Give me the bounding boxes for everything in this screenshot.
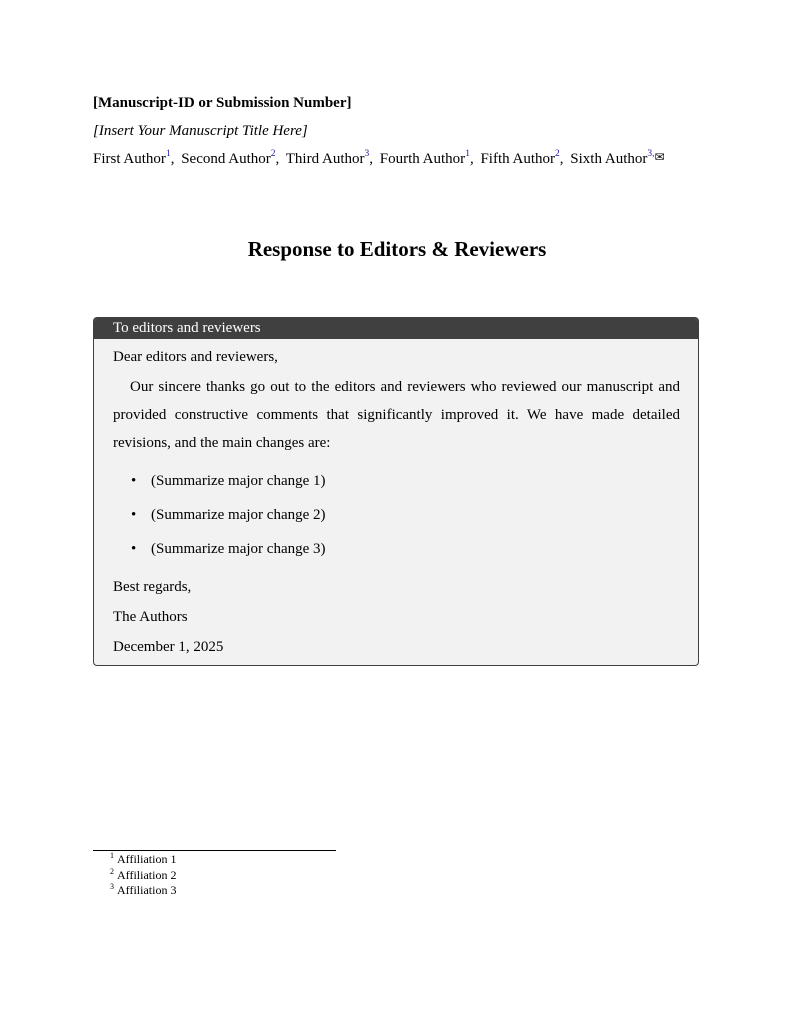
footnote-mark: 2 <box>110 866 114 876</box>
letter-paragraph: Our sincere thanks go out to the editors and reviewers who reviewed our manuscript and provided constructive comments that significantly improved it. We have made detailed revisions, and the main changes are: <box>113 379 680 451</box>
letter-box-header: To editors and reviewers <box>94 318 698 339</box>
page-title: Response to Editors & Reviewers <box>247 237 547 261</box>
change-text: (Summarize major change 2) <box>151 507 326 523</box>
author-name: First Author <box>93 151 166 167</box>
affiliation-mark: 2 <box>555 149 560 159</box>
changes-list <box>113 469 680 571</box>
author-name: Fourth Author <box>379 151 466 167</box>
footnote <box>110 883 176 899</box>
author <box>181 151 275 167</box>
bullet-icon: • <box>131 507 137 523</box>
list-item <box>131 537 680 571</box>
manuscript-title: [Insert Your Manuscript Title Here] <box>93 123 308 139</box>
footnote-text: Affiliation 2 <box>117 867 177 882</box>
list-item <box>131 503 680 537</box>
letter-date: December 1, 2025 <box>113 639 224 655</box>
footnote <box>110 852 176 868</box>
footnote-rule <box>93 850 336 851</box>
footnote-text: Affiliation 3 <box>117 883 177 897</box>
manuscript-id: [Manuscript-ID or Submission Number] <box>93 95 352 111</box>
author <box>480 151 559 167</box>
letter-box-body <box>94 345 698 661</box>
change-text: (Summarize major change 3) <box>151 541 326 557</box>
affiliation-mark: 3 <box>364 149 370 159</box>
affiliation-mark: 1 <box>165 149 171 159</box>
list-item <box>131 469 680 503</box>
author <box>380 151 470 167</box>
affiliation-mark: 3, <box>647 149 655 159</box>
affiliation-mark: 1 <box>465 149 470 159</box>
author-list: First Author$^1$, Second Author$^2$, Third Author$^3$, Fourth Author$^1$, Fifth Author$^2$, Sixth Author$^{3,}$✉ <box>93 149 665 167</box>
footnote-text: Affiliation 1 <box>117 852 177 866</box>
author-name: Fifth Author <box>480 151 556 167</box>
closing: Best regards, <box>113 579 192 595</box>
envelope-icon[interactable]: ✉ <box>654 150 665 164</box>
footnote-mark: 3 <box>110 882 114 891</box>
affiliation-mark: 2 <box>270 149 276 159</box>
author-name: Second Author <box>181 151 271 167</box>
greeting: Dear editors and reviewers, <box>113 349 278 365</box>
author-name: Sixth Author <box>570 151 648 167</box>
bullet-icon: • <box>131 541 137 557</box>
author <box>93 151 171 167</box>
footnote <box>110 868 176 884</box>
bullet-icon: • <box>131 473 137 489</box>
author-name: Third Author <box>285 151 365 167</box>
footnotes <box>110 852 176 899</box>
change-text: (Summarize major change 1) <box>151 473 326 489</box>
letter-box <box>93 317 699 666</box>
author <box>570 151 654 167</box>
footnote-mark: 1 <box>110 851 114 860</box>
author <box>286 151 370 167</box>
signature: The Authors <box>113 609 188 625</box>
